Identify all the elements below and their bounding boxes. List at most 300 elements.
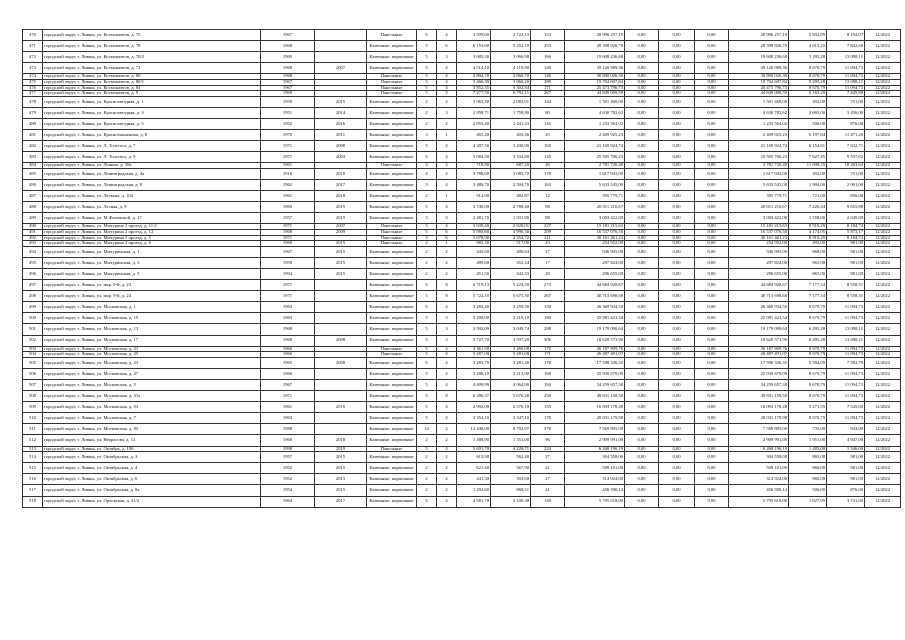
- value-cell: 0,00: [625, 346, 659, 352]
- floors-cell: 5: [417, 141, 437, 152]
- row-number: 490: [23, 224, 43, 230]
- program-cost-cell: 1 501 469,00: [729, 96, 789, 107]
- value-cell: 0,00: [695, 280, 729, 291]
- address-cell: городской округ, г. Ливны, ул. Ленинградская, д. 4а: [43, 168, 261, 179]
- limit-cost-cell: 981,00: [827, 268, 865, 279]
- entrances-cell: 4: [437, 446, 457, 452]
- wall-material-cell: Каменные, кирпичные: [367, 246, 417, 257]
- renovation-year-cell: [315, 391, 367, 402]
- floors-cell: 5: [417, 413, 437, 424]
- deadline-cell: 12/2022: [865, 52, 901, 63]
- address-cell: городской округ, г. Ливны, ул. Московская, д. 25: [43, 352, 261, 358]
- limit-cost-cell: 13 098,11: [827, 324, 865, 335]
- renovation-year-cell: 2015: [315, 96, 367, 107]
- limit-cost-cell: 11 094,73: [827, 302, 865, 313]
- address-cell: городской округ, г. Ливны, ул. Космонавтов, д. 78: [43, 41, 261, 52]
- address-cell: городской округ, г. Ливны, ул. Краснозвездная, д. 5: [43, 118, 261, 129]
- living-area-cell: 2 504,70: [491, 180, 531, 191]
- row-number: 512: [23, 435, 43, 446]
- renovation-year-cell: [315, 324, 367, 335]
- program-cost-cell: 15 181 215,63: [729, 224, 789, 230]
- total-cost-cell: 25 930 679,09: [565, 368, 625, 379]
- renovation-year-cell: 2015: [315, 485, 367, 496]
- value-cell: 0,00: [695, 224, 729, 230]
- value-cell: 0,00: [695, 496, 729, 507]
- wall-material-cell: Каменные, кирпичные: [367, 391, 417, 402]
- value-cell: 0,00: [659, 346, 695, 352]
- entrances-cell: 8: [437, 291, 457, 302]
- unit-cost-cell: 5 295,28: [789, 52, 827, 63]
- program-cost-cell: 946 905,00: [729, 246, 789, 257]
- value-cell: 0,00: [625, 379, 659, 390]
- floors-cell: 2: [417, 163, 437, 169]
- value-cell: 0,00: [695, 96, 729, 107]
- build-year-cell: 1952: [261, 463, 315, 474]
- build-year-cell: 1969: [261, 241, 315, 247]
- address-cell: городской округ, г. Ливны, ул. мкр. 9-й, д. 24: [43, 291, 261, 302]
- program-cost-cell: 5 633 545,00: [729, 180, 789, 191]
- unit-cost-cell: 8 670,79: [789, 391, 827, 402]
- living-area-cell: 9 792,97: [491, 424, 531, 435]
- value-cell: 0,00: [659, 257, 695, 268]
- value-cell: 0,00: [695, 202, 729, 213]
- limit-cost-cell: 981,00: [827, 246, 865, 257]
- program-cost-cell: 25 981 421,34: [729, 313, 789, 324]
- program-cost-cell: 7 569 805,00: [729, 424, 789, 435]
- floors-cell: 5: [417, 402, 437, 413]
- value-cell: 0,00: [625, 30, 659, 41]
- program-cost-cell: 254 952,00: [729, 241, 789, 247]
- total-area-cell: 489,60: [457, 257, 491, 268]
- build-year-cell: 1952: [261, 474, 315, 485]
- entrances-cell: 4: [437, 496, 457, 507]
- wall-material-cell: Каменные, кирпичные: [367, 302, 417, 313]
- row-number: 504: [23, 352, 43, 358]
- deadline-cell: 12/2022: [865, 352, 901, 358]
- deadline-cell: 12/2022: [865, 368, 901, 379]
- value-cell: 0,00: [659, 213, 695, 224]
- address-cell: городской округ, г. Ливны, ул. Л. Толстого, д. 9: [43, 152, 261, 163]
- table-row: [23, 474, 905, 485]
- unit-cost-cell: 4 174,05: [789, 229, 827, 235]
- program-cost-cell: 40 713 698,68: [729, 291, 789, 302]
- unit-cost-cell: 865,00: [789, 268, 827, 279]
- total-cost-cell: 28 031 179,98: [565, 413, 625, 424]
- wall-material-cell: Каменные, кирпичные: [367, 357, 417, 368]
- residents-cell: 288: [531, 324, 565, 335]
- total-cost-cell: 6 268 196,19: [565, 446, 625, 452]
- entrances-cell: 3: [437, 313, 457, 324]
- total-cost-cell: 44 849 008,59: [565, 91, 625, 97]
- deadline-cell: 12/2022: [865, 268, 901, 279]
- value-cell: 0,00: [659, 413, 695, 424]
- value-cell: 0,00: [695, 485, 729, 496]
- deadline-cell: 12/2022: [865, 424, 901, 435]
- limit-cost-cell: 8 184,74: [827, 235, 865, 241]
- build-year-cell: 1964: [261, 496, 315, 507]
- build-year-cell: 1963: [261, 302, 315, 313]
- build-year-cell: 1965: [261, 357, 315, 368]
- wall-material-cell: Каменные, кирпичные: [367, 324, 417, 335]
- entrances-cell: 8: [437, 391, 457, 402]
- row-number: 477: [23, 91, 43, 97]
- value-cell: 0,00: [695, 213, 729, 224]
- program-cost-cell: 2 781 720,40: [729, 163, 789, 169]
- total-cost-cell: 25 505 706,23: [565, 152, 625, 163]
- entrances-cell: 3: [437, 52, 457, 63]
- program-cost-cell: 25 473 796,73: [729, 85, 789, 91]
- total-area-cell: 3 592,09: [457, 324, 491, 335]
- value-cell: 0,00: [659, 291, 695, 302]
- address-cell: городской округ, г. Ливны, ул. Мичуринская, д. 5: [43, 268, 261, 279]
- value-cell: 0,00: [659, 79, 695, 85]
- unit-cost-cell: 8 670,79: [789, 85, 827, 91]
- program-cost-cell: 314 924,00: [729, 474, 789, 485]
- total-area-cell: 1 292,60: [457, 485, 491, 496]
- deadline-cell: 12/2022: [865, 213, 901, 224]
- total-cost-cell: 1 233 564,02: [565, 118, 625, 129]
- unit-cost-cell: 7 627,45: [789, 152, 827, 163]
- value-cell: 0,00: [695, 63, 729, 74]
- total-area-cell: 3 283,70: [457, 357, 491, 368]
- row-number: 479: [23, 107, 43, 118]
- total-cost-cell: 2 909 991,00: [565, 435, 625, 446]
- wall-material-cell: Каменные, кирпичные: [367, 435, 417, 446]
- value-cell: 0,00: [695, 141, 729, 152]
- limit-cost-cell: 943,00: [827, 424, 865, 435]
- table-row: [23, 268, 905, 279]
- address-cell: городской округ, г. Ливны, ул. Космонавтов, д. 9: [43, 91, 261, 97]
- wall-material-cell: Панельные: [367, 163, 417, 169]
- total-area-cell: 3 284,40: [457, 302, 491, 313]
- table-row: [23, 202, 905, 213]
- unit-cost-cell: 8 670,79: [789, 413, 827, 424]
- total-area-cell: 2 858,71: [457, 107, 491, 118]
- living-area-cell: 562,40: [491, 452, 531, 463]
- value-cell: 0,00: [625, 141, 659, 152]
- entrances-cell: 4: [437, 224, 457, 230]
- address-cell: городской округ, г. Ливны, ул. Космонавтов, д. 80/1: [43, 79, 261, 85]
- unit-cost-cell: 6 295,28: [789, 324, 827, 335]
- build-year-cell: 1951: [261, 107, 315, 118]
- build-year-cell: 1957: [261, 213, 315, 224]
- total-cost-cell: 296 655,00: [565, 268, 625, 279]
- wall-material-cell: Каменные, кирпичные: [367, 424, 417, 435]
- entrances-cell: 2: [437, 435, 457, 446]
- floors-cell: 2: [417, 257, 437, 268]
- value-cell: 0,00: [659, 246, 695, 257]
- residents-cell: 171: [531, 352, 565, 358]
- total-area-cell: 3 466,39: [457, 79, 491, 85]
- floors-cell: 2: [417, 463, 437, 474]
- value-cell: 0,00: [625, 291, 659, 302]
- living-area-cell: 3 597,20: [491, 335, 531, 346]
- renovation-year-cell: [315, 302, 367, 313]
- deadline-cell: 12/2022: [865, 291, 901, 302]
- value-cell: 0,00: [625, 107, 659, 118]
- value-cell: 0,00: [625, 96, 659, 107]
- floors-cell: 5: [417, 335, 437, 346]
- total-area-cell: 3 287,00: [457, 352, 491, 358]
- unit-cost-cell: 721,00: [789, 191, 827, 202]
- limit-cost-cell: 1 546,00: [827, 446, 865, 452]
- total-area-cell: 3 039,40: [457, 224, 491, 230]
- address-cell: городской округ, г. Ливны, ул. Ленинградская, д. 8: [43, 180, 261, 191]
- address-cell: городской округ, г. Ливны, ул. Космонавтов, д. 84: [43, 85, 261, 91]
- deadline-cell: 12/2022: [865, 413, 901, 424]
- total-area-cell: 5 084,30: [457, 152, 491, 163]
- floors-cell: 5: [417, 324, 437, 335]
- deadline-cell: 12/2022: [865, 496, 901, 507]
- living-area-cell: 2 441,43: [491, 118, 531, 129]
- living-area-cell: 3 219,10: [491, 313, 531, 324]
- row-number: 499: [23, 302, 43, 313]
- living-area-cell: 2 083,91: [491, 96, 531, 107]
- entrances-cell: 4: [437, 30, 457, 41]
- deadline-cell: 12/2022: [865, 485, 901, 496]
- total-area-cell: 621,40: [457, 463, 491, 474]
- program-cost-cell: 26 487 491,07: [729, 352, 789, 358]
- renovation-year-cell: 2015: [315, 452, 367, 463]
- entrances-cell: 2: [437, 474, 457, 485]
- table-row: [23, 302, 905, 313]
- row-number: 508: [23, 391, 43, 402]
- entrances-cell: 4: [437, 357, 457, 368]
- row-number: 480: [23, 118, 43, 129]
- limit-cost-cell: 876,00: [827, 485, 865, 496]
- residents-cell: 267: [531, 291, 565, 302]
- total-cost-cell: 1 501 469,00: [565, 96, 625, 107]
- total-area-cell: 1 488,90: [457, 435, 491, 446]
- living-area-cell: 3 281,00: [491, 352, 531, 358]
- total-area-cell: 3 788,60: [457, 168, 491, 179]
- limit-cost-cell: 11 094,73: [827, 313, 865, 324]
- value-cell: 0,00: [625, 435, 659, 446]
- entrances-cell: 6: [437, 235, 457, 241]
- living-area-cell: 1 758,80: [491, 107, 531, 118]
- limit-cost-cell: 981,00: [827, 241, 865, 247]
- row-number: 483: [23, 152, 43, 163]
- value-cell: 0,00: [625, 241, 659, 247]
- value-cell: 0,00: [695, 85, 729, 91]
- build-year-cell: 1969: [261, 202, 315, 213]
- floors-cell: 5: [417, 235, 437, 241]
- floors-cell: 3: [417, 130, 437, 141]
- residents-cell: 253: [531, 41, 565, 52]
- residents-cell: 145: [531, 152, 565, 163]
- floors-cell: 2: [417, 485, 437, 496]
- total-cost-cell: 19 608 236,68: [565, 52, 625, 63]
- row-number: 513: [23, 446, 43, 452]
- build-year-cell: 1971: [261, 391, 315, 402]
- deadline-cell: 12/2022: [865, 229, 901, 235]
- living-area-cell: 3 213,90: [491, 368, 531, 379]
- program-cost-cell: 395 779,71: [729, 191, 789, 202]
- value-cell: 0,00: [625, 424, 659, 435]
- build-year-cell: 1967: [261, 30, 315, 41]
- value-cell: 0,00: [659, 180, 695, 191]
- table-row: [23, 357, 905, 368]
- row-number: 495: [23, 257, 43, 268]
- value-cell: 0,00: [659, 141, 695, 152]
- limit-cost-cell: 7 982,70: [827, 357, 865, 368]
- wall-material-cell: Каменные, кирпичные: [367, 402, 417, 413]
- renovation-year-cell: [315, 30, 367, 41]
- table-row: [23, 130, 905, 141]
- table-row: [23, 452, 905, 463]
- unit-cost-cell: 2 665,00: [789, 107, 827, 118]
- value-cell: 0,00: [659, 352, 695, 358]
- residents-cell: 29: [531, 268, 565, 279]
- deadline-cell: 12/2022: [865, 152, 901, 163]
- program-cost-cell: 34 259 657,30: [729, 379, 789, 390]
- unit-cost-cell: 7 177,34: [789, 291, 827, 302]
- deadline-cell: 12/2022: [865, 130, 901, 141]
- living-area-cell: 2 820,01: [491, 224, 531, 230]
- build-year-cell: 1968: [261, 74, 315, 80]
- total-cost-cell: 254 952,00: [565, 241, 625, 247]
- unit-cost-cell: 6 154,61: [789, 141, 827, 152]
- build-year-cell: 1957: [261, 452, 315, 463]
- value-cell: 0,00: [659, 241, 695, 247]
- unit-cost-cell: 6 197,84: [789, 130, 827, 141]
- value-cell: 0,00: [659, 302, 695, 313]
- address-cell: городской округ, г. Ливны, ул. Краснознаменная, д. 8: [43, 130, 261, 141]
- deadline-cell: 12/2022: [865, 313, 901, 324]
- program-cost-cell: 19 179 090,64: [729, 324, 789, 335]
- total-area-cell: 2 992,00: [457, 402, 491, 413]
- deadline-cell: 12/2022: [865, 302, 901, 313]
- value-cell: 0,00: [659, 463, 695, 474]
- row-number: 486: [23, 180, 43, 191]
- value-cell: 0,00: [659, 96, 695, 107]
- build-year-cell: 1963: [261, 313, 315, 324]
- entrances-cell: 4: [437, 346, 457, 352]
- row-number: 517: [23, 485, 43, 496]
- entrances-cell: 2: [437, 268, 457, 279]
- total-cost-cell: 5 633 545,00: [565, 180, 625, 191]
- total-cost-cell: 16 537 076,50: [565, 229, 625, 235]
- living-area-cell: 4 220,71: [491, 446, 531, 452]
- living-area-cell: 3 302,34: [491, 85, 531, 91]
- table-row: [23, 246, 905, 257]
- entrances-cell: 4: [437, 152, 457, 163]
- residents-cell: 98: [531, 202, 565, 213]
- build-year-cell: 1962: [261, 180, 315, 191]
- build-year-cell: 1916: [261, 168, 315, 179]
- deadline-cell: 12/2022: [865, 346, 901, 352]
- value-cell: 0,00: [625, 152, 659, 163]
- total-area-cell: 2 481,70: [457, 213, 491, 224]
- wall-material-cell: Каменные, кирпичные: [367, 463, 417, 474]
- living-area-cell: 400,64: [491, 246, 531, 257]
- living-area-cell: 687,20: [491, 163, 531, 169]
- limit-cost-cell: 11 094,73: [827, 368, 865, 379]
- program-cost-cell: 30 161 461,23: [729, 235, 789, 241]
- address-cell: городской округ, г. Ливны, ул. Орловская, д. 21/2: [43, 496, 261, 507]
- total-cost-cell: 2 781 720,40: [565, 163, 625, 169]
- entrances-cell: 4: [437, 74, 457, 80]
- unit-cost-cell: 6 295,28: [789, 335, 827, 346]
- table-row: [23, 485, 905, 496]
- total-area-cell: 914,90: [457, 191, 491, 202]
- value-cell: 0,00: [659, 52, 695, 63]
- total-cost-cell: 15 181 215,63: [565, 224, 625, 230]
- total-cost-cell: 25 473 796,73: [565, 85, 625, 91]
- value-cell: 0,00: [659, 402, 695, 413]
- residents-cell: 289: [531, 79, 565, 85]
- entrances-cell: 4: [437, 368, 457, 379]
- entrances-cell: 4: [437, 79, 457, 85]
- renovation-year-cell: 2017: [315, 180, 367, 191]
- total-area-cell: 7 277,50: [457, 91, 491, 97]
- renovation-year-cell: 2008: [315, 357, 367, 368]
- renovation-year-cell: 2018: [315, 435, 367, 446]
- value-cell: 0,00: [625, 191, 659, 202]
- value-cell: 0,00: [659, 202, 695, 213]
- floors-cell: 5: [417, 30, 437, 41]
- unit-cost-cell: 8 670,79: [789, 379, 827, 390]
- row-number: 487: [23, 191, 43, 202]
- program-cost-cell: 21 169 924,74: [729, 141, 789, 152]
- living-area-cell: 4 064,90: [491, 379, 531, 390]
- total-cost-cell: 20 996 257,19: [565, 30, 625, 41]
- entrances-cell: 3: [437, 335, 457, 346]
- floors-cell: 2: [417, 118, 437, 129]
- address-cell: городской округ, г. Ливны, ул. Ленина, д. 38а: [43, 163, 261, 169]
- entrances-cell: 1: [437, 130, 457, 141]
- floors-cell: 2: [417, 191, 437, 202]
- row-number: 502: [23, 335, 43, 346]
- total-cost-cell: 456 390,14: [565, 485, 625, 496]
- build-year-cell: 1954: [261, 485, 315, 496]
- floors-cell: 5: [417, 313, 437, 324]
- build-year-cell: 1994: [261, 268, 315, 279]
- limit-cost-cell: 5 873,17: [827, 229, 865, 235]
- address-cell: городской округ, г. Ливны, ул. Мичуринская, д. 1: [43, 246, 261, 257]
- table-row: [23, 41, 905, 52]
- address-cell: городской округ, г. Ливны, ул. Мичурина 2 проезд, д. 5: [43, 235, 261, 241]
- limit-cost-cell: 11 471,20: [827, 130, 865, 141]
- floors-cell: 5: [417, 74, 437, 80]
- wall-material-cell: Панельные: [367, 352, 417, 358]
- total-cost-cell: 16 093 178,48: [565, 402, 625, 413]
- address-cell: городской округ, г. Ливны, ул. Октябрьская, д. 8а: [43, 485, 261, 496]
- total-area-cell: 3 354,10: [457, 413, 491, 424]
- entrances-cell: 2: [437, 163, 457, 169]
- limit-cost-cell: 11 094,73: [827, 379, 865, 390]
- unit-cost-cell: 1 951,00: [789, 435, 827, 446]
- program-cost-cell: 39 120 989,36: [729, 63, 789, 74]
- deadline-cell: 12/2022: [865, 435, 901, 446]
- limit-cost-cell: 11 094,73: [827, 346, 865, 352]
- deadline-cell: 12/2022: [865, 74, 901, 80]
- build-year-cell: 1967: [261, 85, 315, 91]
- table-row: [23, 280, 905, 291]
- living-area-cell: 3 281,40: [491, 357, 531, 368]
- wall-material-cell: Панельные: [367, 79, 417, 85]
- limit-cost-cell: 13 098,11: [827, 52, 865, 63]
- program-cost-cell: 28 398 926,70: [729, 41, 789, 52]
- total-area-cell: 3 727,70: [457, 335, 491, 346]
- unit-cost-cell: 8 670,79: [789, 63, 827, 74]
- limit-cost-cell: 7 842,60: [827, 41, 865, 52]
- table-row: [23, 63, 905, 74]
- floors-cell: 5: [417, 229, 437, 235]
- row-number: 511: [23, 424, 43, 435]
- entrances-cell: 1: [437, 191, 457, 202]
- living-area-cell: 517,00: [491, 241, 531, 247]
